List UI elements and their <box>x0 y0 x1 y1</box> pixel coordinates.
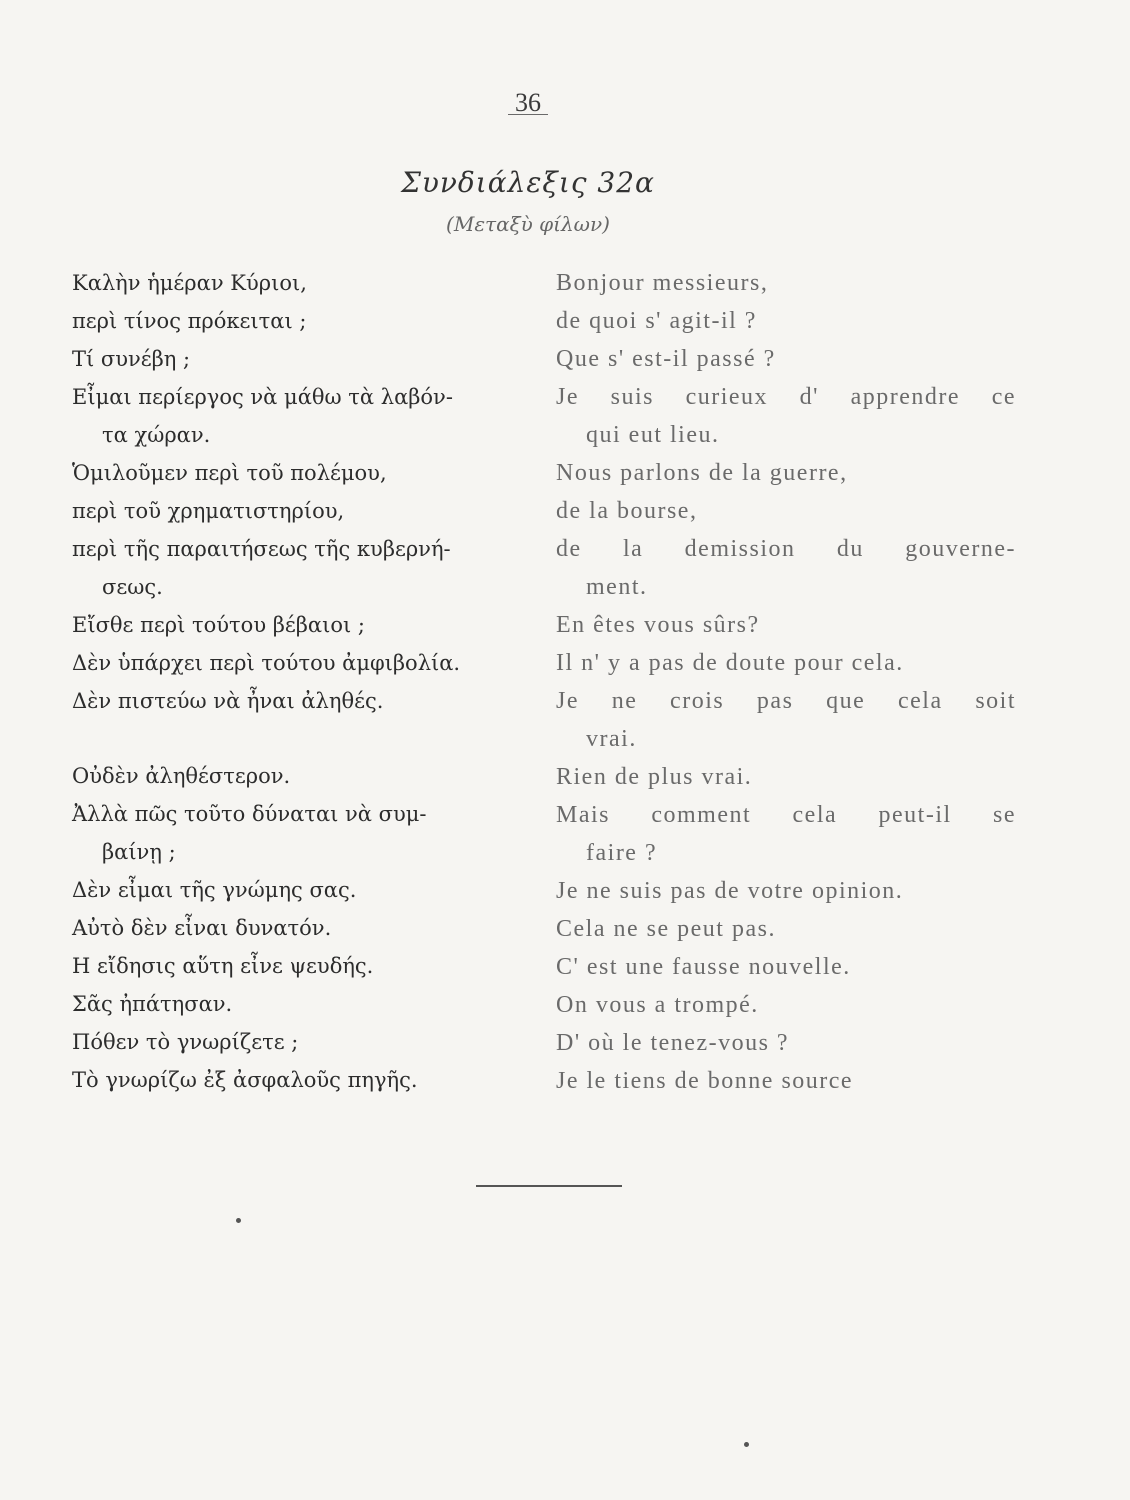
ink-speck <box>236 1218 241 1223</box>
french-line: qui eut lieu. <box>586 422 720 448</box>
greek-line: Εἶμαι περίεργος νὰ μάθω τὰ λαβόν- <box>72 385 453 409</box>
french-line: Nous parlons de la guerre, <box>556 460 848 486</box>
french-line: En êtes vous sûrs? <box>556 612 760 638</box>
greek-line: Τί συνέβη ; <box>72 347 191 371</box>
french-line: Mais comment cela peut-il se <box>556 802 1016 828</box>
greek-line: Αὐτὸ δὲν εἶναι δυνατόν. <box>72 916 332 940</box>
french-column <box>556 264 1016 1100</box>
greek-line: Τὸ γνωρίζω ἐξ ἀσφαλοῦς πηγῆς. <box>72 1068 418 1092</box>
french-line: faire ? <box>586 840 658 866</box>
french-line: de la bourse, <box>556 498 698 524</box>
french-line: Bonjour messieurs, <box>556 270 769 296</box>
french-line: Que s' est-il passé ? <box>556 346 776 372</box>
ink-speck <box>744 1442 749 1447</box>
greek-column <box>72 264 542 1099</box>
greek-line: Η εἴδησις αὕτη εἶνε ψευδής. <box>72 954 374 978</box>
greek-line: Πόθεν τὸ γνωρίζετε ; <box>72 1030 299 1054</box>
greek-line: περὶ τοῦ χρηματιστηρίου, <box>72 499 345 523</box>
french-line: Je suis curieux d' apprendre ce <box>556 384 1016 410</box>
french-line: D' où le tenez-vous ? <box>556 1030 790 1056</box>
closing-rule <box>476 1185 622 1187</box>
dialogue-subtitle: (Μεταξὺ φίλων) <box>446 212 610 236</box>
dialogue-title: Συνδιάλεξις 32α <box>401 166 655 199</box>
french-line: Rien de plus vrai. <box>556 764 753 790</box>
greek-line: Οὐδὲν ἀληθέστερον. <box>72 764 291 788</box>
greek-line: Καλὴν ἡμέραν Κύριοι, <box>72 271 307 295</box>
french-line: Je ne crois pas que cela soit <box>556 688 1016 714</box>
page-number: 36 <box>0 88 1056 115</box>
greek-line: Ὁμιλοῦμεν περὶ τοῦ πολέμου, <box>72 461 387 485</box>
greek-line: περὶ τίνος πρόκειται ; <box>72 309 307 333</box>
greek-line: Ἀλλὰ πῶς τοῦτο δύναται νὰ συμ- <box>72 802 427 826</box>
french-line: ment. <box>586 574 648 600</box>
greek-line: βαίνῃ ; <box>102 840 176 864</box>
french-line: C' est une fausse nouvelle. <box>556 954 851 980</box>
greek-line: Δὲν πιστεύω νὰ ἦναι ἀληθές. <box>72 689 384 713</box>
greek-line: Δὲν ὑπάρχει περὶ τούτου ἀμφιβολία. <box>72 651 461 675</box>
greek-line: τα χώραν. <box>102 423 211 447</box>
greek-line: σεως. <box>102 575 163 599</box>
greek-line: Δὲν εἶμαι τῆς γνώμης σας. <box>72 878 357 902</box>
french-line: Je le tiens de bonne source <box>556 1068 854 1094</box>
french-line: Je ne suis pas de votre opinion. <box>556 878 904 904</box>
greek-line: Σᾶς ἠπάτησαν. <box>72 992 233 1016</box>
french-line: On vous a trompé. <box>556 992 759 1018</box>
french-line: Cela ne se peut pas. <box>556 916 776 942</box>
french-line: Il n' y a pas de doute pour cela. <box>556 650 904 676</box>
french-line: vrai. <box>586 726 637 752</box>
greek-line: Εἴσθε περὶ τούτου βέβαιοι ; <box>72 613 365 637</box>
french-line: de la demission du gouverne- <box>556 536 1016 562</box>
french-line: de quoi s' agit-il ? <box>556 308 757 334</box>
greek-line: περὶ τῆς παραιτήσεως τῆς κυβερνή- <box>72 537 451 561</box>
